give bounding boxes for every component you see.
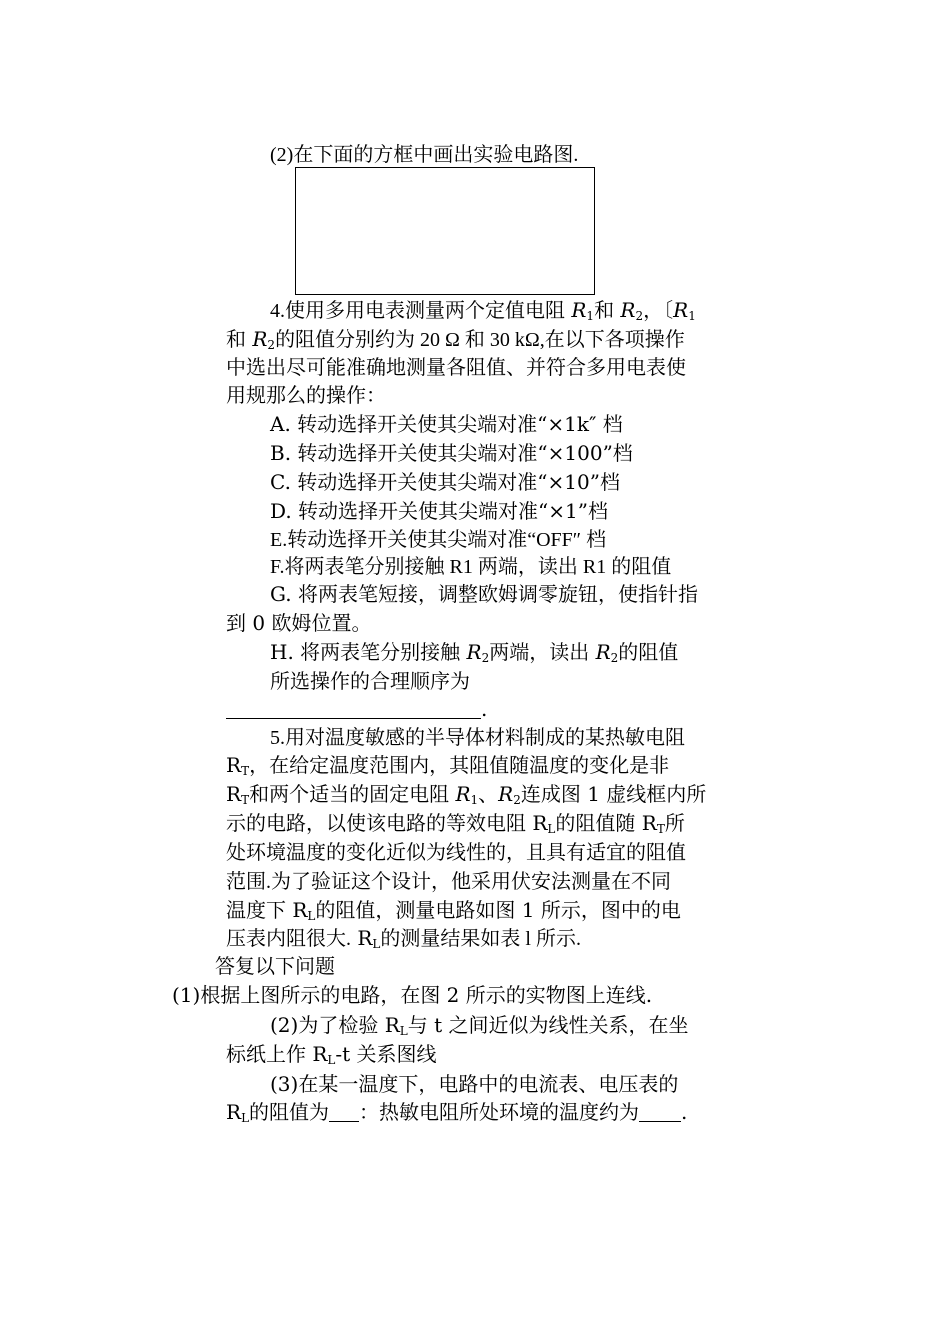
q4-option-f: F.将两表笔分别接触 R1 两端，读出 R1 的阻值 bbox=[270, 556, 672, 578]
q4-stem-line1: 4.使用多用电表测量两个定值电阻 $R_1$和 $R_2$，〔$R_1$ bbox=[270, 298, 696, 323]
q3-part2: (2)在下面的方框中画出实验电路图. bbox=[270, 144, 579, 166]
q4-order-prompt: 所选操作的合理顺序为 bbox=[270, 669, 470, 693]
q4-stem-line4: 用规那么的操作： bbox=[226, 383, 386, 407]
answer-blank[interactable] bbox=[329, 1101, 359, 1122]
q5-line7: 温度下 $R_L$的阻值，测量电路如图 1 所示，图中的电 bbox=[226, 898, 681, 923]
q5-line3: $R_T$和两个适当的固定电阻 $R_1$、$R_2$连成图 1 虚线框内所 bbox=[226, 782, 707, 807]
q4-option-g-cont: 到 0 欧姆位置。 bbox=[226, 611, 372, 635]
q4-option-a: A. 转动选择开关使其尖端对准“×1k″ 档 bbox=[270, 412, 623, 436]
q4-stem-line2: 和 $R_2$的阻值分别约为 20 Ω 和 30 kΩ,在以下各项操作 bbox=[226, 327, 685, 352]
q5-part3: (3)在某一温度下，电路中的电流表、电压表的 bbox=[270, 1072, 679, 1096]
circuit-drawing-box bbox=[295, 167, 595, 295]
q5-line4: 示的电路，以使该电路的等效电阻 $R_L$的阻值随 $R_T$所 bbox=[226, 811, 685, 836]
q5-line5: 处环境温度的变化近似为线性的，且具有适宜的阻值 bbox=[226, 840, 686, 864]
answer-blank[interactable] bbox=[226, 698, 481, 719]
q5-line2: $R_T$，在给定温度范围内，其阻值随温度的变化是非 bbox=[226, 753, 670, 778]
q4-option-b: B. 转动选择开关使其尖端对准“×100”档 bbox=[270, 441, 633, 465]
q5-answer-heading: 答复以下问题 bbox=[215, 954, 335, 978]
q4-option-c: C. 转动选择开关使其尖端对准“×10”档 bbox=[270, 470, 620, 494]
answer-blank[interactable] bbox=[639, 1101, 681, 1122]
q4-option-h: H. 将两表笔分别接触 $R_2$两端，读出 $R_2$的阻值 bbox=[270, 640, 679, 665]
q5-line1: 5.用对温度敏感的半导体材料制成的某热敏电阻 bbox=[270, 727, 685, 749]
q5-line6: 范围.为了验证这个设计，他采用伏安法测量在不同 bbox=[226, 871, 671, 893]
q4-stem-line3: 中选出尽可能准确地测量各阻值、并符合多用电表使 bbox=[226, 355, 686, 379]
q4-option-g: G. 将两表笔短接，调整欧姆调零旋钮，使指针指 bbox=[270, 582, 698, 606]
q5-line8: 压表内阻很大. $R_L$的测量结果如表 l 所示. bbox=[226, 926, 581, 951]
q5-part2: (2)为了检验 $R_L$与 t 之间近似为线性关系，在坐 bbox=[270, 1013, 689, 1038]
q4-order-answer: . bbox=[226, 695, 487, 723]
q4-option-e: E.转动选择开关使其尖端对准“OFF″ 档 bbox=[270, 529, 607, 551]
q5-part2-cont: 标纸上作 $R_L-t$ 关系图线 bbox=[226, 1042, 437, 1067]
q4-option-d: D. 转动选择开关使其尖端对准“×1”档 bbox=[270, 499, 608, 523]
q5-part1: (1)根据上图所示的电路，在图 2 所示的实物图上连线. bbox=[172, 983, 653, 1007]
q5-part3-cont: $R_L$的阻值为 ：热敏电阻所处环境的温度约为 . bbox=[226, 1100, 688, 1125]
